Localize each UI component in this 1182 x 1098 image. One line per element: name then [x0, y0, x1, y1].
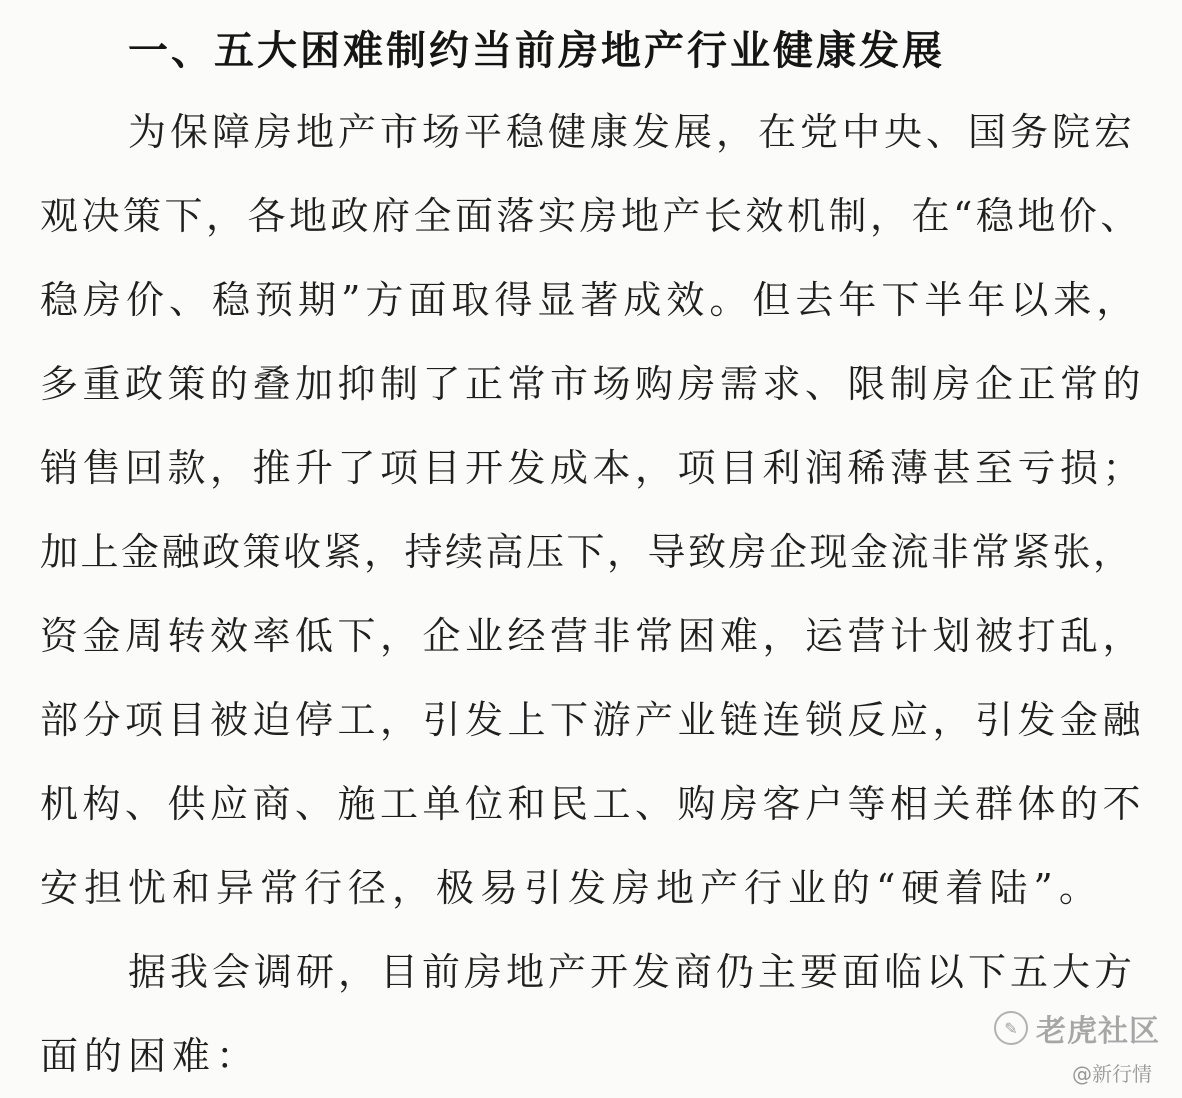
paragraph-1-line-6: 加上金融政策收紧，持续高压下，导致房企现金流非常紧张，: [40, 530, 1134, 574]
watermark: [994, 1006, 1160, 1050]
paragraph-1-line-9: 机构、供应商、施工单位和民工、购房客户等相关群体的不: [40, 782, 1146, 826]
paragraph-1-line-3: 稳房价、稳预期”方面取得显著成效。但去年下半年以来，: [40, 278, 1140, 322]
tiger-logo-icon: ✎: [994, 1011, 1028, 1045]
paragraph-1-line-2: 观决策下，各地政府全面落实房地产长效机制，在“稳地价、: [40, 194, 1142, 238]
paragraph-1-line-7: 资金周转效率低下，企业经营非常困难，运营计划被打乱，: [40, 614, 1146, 658]
paragraph-1-line-5: 销售回款，推升了项目开发成本，项目利润稀薄甚至亏损；: [40, 446, 1146, 490]
section-heading: 一、五大困难制约当前房地产行业健康发展: [128, 27, 945, 74]
watermark-author: @新行情: [1072, 1062, 1152, 1086]
paragraph-1-line-8: 部分项目被迫停工，引发上下游产业链连锁反应，引发金融: [40, 698, 1146, 742]
paragraph-1-line-4: 多重政策的叠加抑制了正常市场购房需求、限制房企正常的: [40, 362, 1146, 406]
paragraph-2-line-2: 面的困难：: [40, 1034, 261, 1078]
paragraph-1-line-1: 为保障房地产市场平稳健康发展，在党中央、国务院宏: [128, 110, 1137, 154]
paragraph-1-line-10: 安担忧和异常行径，极易引发房地产行业的“硬着陆”。: [40, 866, 1103, 910]
paragraph-2-line-1: 据我会调研，目前房地产开发商仍主要面临以下五大方: [128, 950, 1137, 994]
watermark-brand: 老虎社区: [1036, 1014, 1160, 1049]
